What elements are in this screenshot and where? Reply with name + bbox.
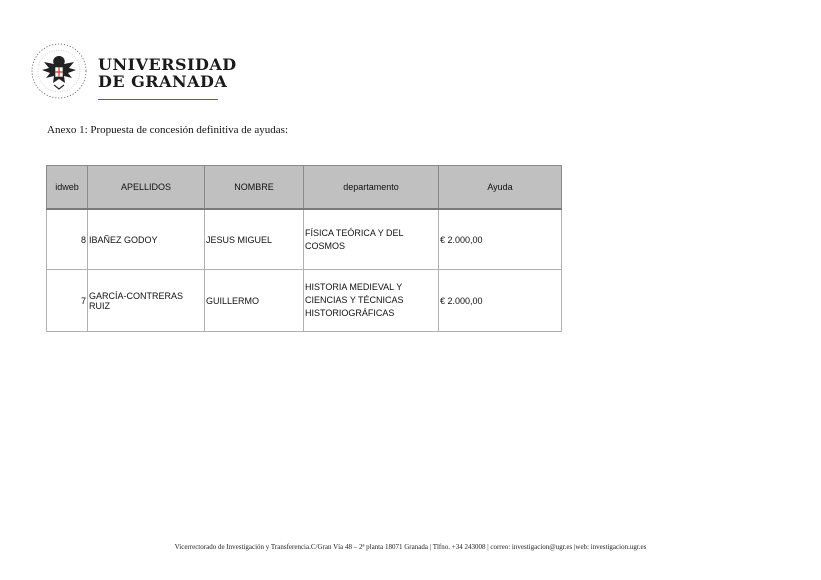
header-apellidos: APELLIDOS <box>88 166 205 210</box>
university-name-line1: UNIVERSIDAD <box>98 55 237 74</box>
cell-ayuda: € 2.000,00 <box>439 270 562 332</box>
cell-apellidos: IBAÑEZ GODOY <box>88 209 205 270</box>
departamento-line: HISTORIA MEDIEVAL Y <box>305 282 403 292</box>
cell-nombre: JESUS MIGUEL <box>205 209 304 270</box>
cell-nombre: GUILLERMO <box>205 270 304 332</box>
university-logo <box>30 42 237 104</box>
departamento-line: HISTORIOGRÁFICAS <box>305 308 395 318</box>
cell-idweb: 7 <box>47 270 88 332</box>
awards-table <box>46 165 562 332</box>
cell-ayuda: € 2.000,00 <box>439 209 562 270</box>
departamento-line: FÍSICA TEÓRICA Y DEL <box>305 227 404 238</box>
cell-departamento <box>304 270 439 332</box>
header-ayuda: Ayuda <box>439 166 562 210</box>
departamento-line: COSMOS <box>305 240 346 251</box>
header-departamento: departamento <box>304 166 439 210</box>
table-row <box>47 270 562 332</box>
logo-divider <box>98 99 218 100</box>
page-footer: Vicerrectorado de Investigación y Transferencia.C/Gran Vía 48 – 2ª planta 18071 Granada | Tlfno. +34 243008 | correo: investigacion@ugr.es |web: investigacion.ugr.es <box>174 543 647 551</box>
header-nombre: NOMBRE <box>205 166 304 210</box>
university-name <box>98 56 237 90</box>
table-row <box>47 209 562 270</box>
university-name-line2: DE GRANADA <box>98 72 228 91</box>
header-idweb: idweb <box>47 166 88 210</box>
university-seal-icon <box>30 42 88 100</box>
cell-departamento <box>304 209 439 270</box>
table-header-row <box>47 166 562 210</box>
cell-idweb: 8 <box>47 209 88 270</box>
departamento-line: CIENCIAS Y TÉCNICAS <box>305 295 404 305</box>
cell-apellidos: GARCÍA-CONTRERAS RUIZ <box>88 270 205 332</box>
annex-title: Anexo 1: Propuesta de concesión definitiva de ayudas: <box>47 124 289 136</box>
